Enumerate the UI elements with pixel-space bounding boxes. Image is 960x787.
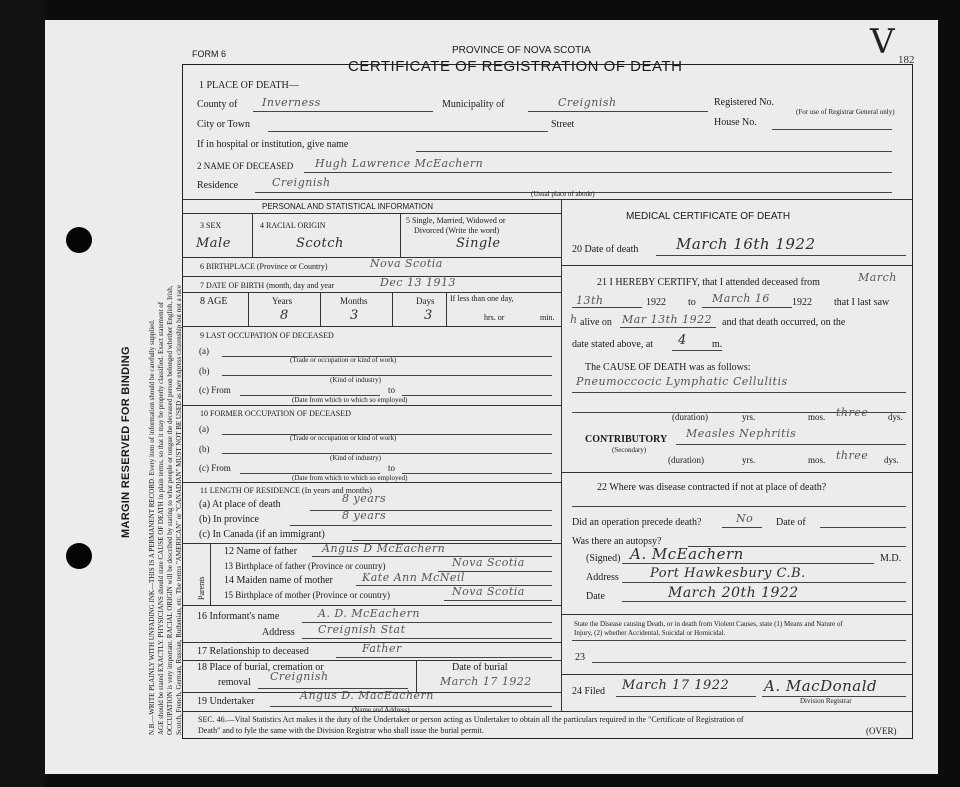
cause-value: Pneumoccocic Lymphatic Cellulitis <box>576 375 788 388</box>
province-heading: PROVINCE OF NOVA SCOTIA <box>452 45 591 56</box>
in-province-value: 8 years <box>342 509 387 522</box>
medical-heading: MEDICAL CERTIFICATE OF DEATH <box>626 211 791 222</box>
certify-to-date: March 16 <box>712 292 770 305</box>
dob-value: Dec 13 1913 <box>380 276 456 289</box>
at-place-label: (a) At place of death <box>199 499 281 510</box>
where-contracted-label: 22 Where was disease contracted if not at place of death? <box>597 482 827 493</box>
md-label: M.D. <box>880 553 902 564</box>
certify-from-day: 13th <box>576 294 604 307</box>
occ10-to: to <box>388 463 396 473</box>
occ9-date-note: (Date from which to which so employed) <box>292 396 408 404</box>
informant-address-label: Address <box>262 627 295 638</box>
physician-date-label: Date <box>586 591 605 602</box>
division-registrar-label: Division Registrar <box>800 697 852 705</box>
father-name-label: 12 Name of father <box>224 546 298 557</box>
physician-address-label: Address <box>586 572 619 583</box>
municipality-value: Creignish <box>558 96 617 109</box>
physician-date-value: March 20th 1922 <box>668 585 799 601</box>
mother-birthplace-label: 15 Birthplace of mother (Province or country) <box>224 590 390 600</box>
alive-prefix: h <box>570 313 578 326</box>
page-number: 182 <box>898 54 915 66</box>
abode-note: (Usual place of abode) <box>531 190 595 198</box>
birthplace-label: 6 BIRTHPLACE (Province or Country) <box>200 262 328 271</box>
months-label: Months <box>340 296 368 306</box>
contrib-mos-label: mos. <box>808 455 826 465</box>
residence-value: Creignish <box>272 176 331 189</box>
cause-dys-label: dys. <box>888 412 903 422</box>
cause-days-value: three <box>836 406 869 419</box>
time-unit: m. <box>712 339 723 350</box>
scan-edge <box>0 0 45 787</box>
cause-label: The CAUSE OF DEATH was as follows: <box>585 362 751 373</box>
occ10-b: (b) <box>199 444 210 454</box>
days-label: Days <box>416 296 435 306</box>
sex-label: 3 SEX <box>200 221 222 230</box>
undertaker-label: 19 Undertaker <box>197 696 255 707</box>
father-name-value: Angus D McEachern <box>322 542 446 555</box>
occ9-b: (b) <box>199 366 210 376</box>
parents-label: Parents <box>197 576 206 600</box>
relationship-label: 17 Relationship to deceased <box>197 646 309 657</box>
mother-birthplace-value: Nova Scotia <box>452 585 525 598</box>
occ9-a: (a) <box>199 346 209 356</box>
certify-to-label: to <box>688 297 696 308</box>
date-of-death-value: March 16th 1922 <box>676 235 816 253</box>
city-label: City or Town <box>197 119 251 130</box>
alive-on-value: Mar 13th 1922 <box>622 313 713 326</box>
contrib-days-value: three <box>836 449 869 462</box>
hrs-label: hrs. or <box>484 313 505 322</box>
place-heading: 1 PLACE OF DEATH— <box>199 80 299 91</box>
binding-hole-bottom <box>66 543 92 569</box>
item-23-label: 23 <box>575 652 585 663</box>
sex-value: Male <box>196 236 231 251</box>
cause-duration-label: (duration) <box>672 412 708 422</box>
footer-line-2: Death" and to fyle the same with the Division Registrar who shall issue the burial permit. <box>198 726 484 735</box>
burial-date-value: March 17 1922 <box>440 675 532 688</box>
violence-note-b: Injury, (2) whether Accidental, Suicidal or Homicidal. <box>574 629 726 637</box>
certify-from-year: 1922 <box>646 297 666 308</box>
margin-note-2: AGE should be stated EXACTLY. PHYSICIANS should state CAUSE OF DEATH in plain terms, so that it may be properly classified. Exact statement of <box>157 301 165 735</box>
years-label: Years <box>272 296 293 306</box>
in-canada-label: (c) In Canada (if an immigrant) <box>199 529 325 540</box>
contributory-value: Measles Nephritis <box>686 427 797 440</box>
father-birthplace-value: Nova Scotia <box>452 556 525 569</box>
former-occupation-label: 10 FORMER OCCUPATION OF DECEASED <box>200 409 351 418</box>
autopsy-label: Was there an autopsy? <box>572 536 662 547</box>
at-place-value: 8 years <box>342 492 387 505</box>
signed-label: (Signed) <box>586 553 621 564</box>
margin-note-3: OCCUPATION is very important. RACIAL ORIGIN will be described by stating to what people or tongue the deceased person belonged whether English, Irish, <box>166 285 174 735</box>
physician-address-value: Port Hawkesbury C.B. <box>650 566 806 581</box>
min-label: min. <box>540 313 555 322</box>
mother-name-label: 14 Maiden name of mother <box>224 575 333 586</box>
operation-date-label: Date of <box>776 517 806 528</box>
months-value: 3 <box>350 308 359 323</box>
days-value: 3 <box>424 308 433 323</box>
margin-reserved-label: MARGIN RESERVED FOR BINDING <box>120 346 132 538</box>
street-label: Street <box>551 119 575 130</box>
burial-label-a: 18 Place of burial, cremation or <box>197 662 324 673</box>
alive-on-label: alive on <box>580 317 612 328</box>
mother-name-value: Kate Ann McNeil <box>362 571 465 584</box>
filed-label: 24 Filed <box>572 686 606 697</box>
registrar-note: (For use of Registrar General only) <box>796 108 895 116</box>
county-label: County of <box>197 99 238 110</box>
cause-yrs-label: yrs. <box>742 412 756 422</box>
birthplace-value: Nova Scotia <box>370 257 443 270</box>
hospital-label: If in hospital or institution, give name <box>197 139 349 150</box>
last-occupation-label: 9 LAST OCCUPATION OF DECEASED <box>200 331 334 340</box>
marital-value: Single <box>456 236 501 251</box>
informant-label: 16 Informant's name <box>197 611 280 622</box>
occ9-to: to <box>388 385 396 395</box>
father-birthplace-label: 13 Birthplace of father (Province or country) <box>224 561 386 571</box>
racial-value: Scotch <box>296 236 344 251</box>
contrib-dys-label: dys. <box>884 455 899 465</box>
less-than-day-label: If less than one day, <box>450 294 514 303</box>
residence-label: Residence <box>197 180 239 191</box>
registered-no-label: Registered No. <box>714 97 774 108</box>
racial-label: 4 RACIAL ORIGIN <box>260 221 326 230</box>
certify-to-year: 1922 <box>792 297 812 308</box>
check-stamp: V <box>870 22 895 62</box>
occ10-date-note: (Date from which to which so employed) <box>292 474 408 482</box>
marital-label-b: Divorced (Write the word) <box>414 226 500 235</box>
burial-label-b: removal <box>218 677 251 688</box>
registrar-signature: A. MacDonald <box>764 677 878 695</box>
municipality-label: Municipality of <box>442 99 505 110</box>
operation-value: No <box>736 512 754 525</box>
filed-value: March 17 1922 <box>622 678 730 693</box>
date-of-death-label: 20 Date of death <box>572 244 639 255</box>
informant-value: A. D. McEachern <box>318 607 420 620</box>
secondary-note: (Secondary) <box>612 446 647 454</box>
date-stated-label: date stated above, at <box>572 339 654 350</box>
certify-from-month: March <box>858 271 897 284</box>
burial-date-label: Date of burial <box>452 662 508 673</box>
contributory-label: CONTRIBUTORY <box>585 434 668 445</box>
signed-value: A. McEachern <box>630 545 744 563</box>
contrib-duration-label: (duration) <box>668 455 704 465</box>
burial-value: Creignish <box>270 670 329 683</box>
informant-address-value: Creignish Stat <box>318 623 406 636</box>
undertaker-value: Angus D. MacEachern <box>300 689 434 702</box>
residence-length-label: 11 LENGTH OF RESIDENCE (In years and months) <box>200 486 372 495</box>
years-value: 8 <box>280 308 289 323</box>
occ9-industry-note: (Kind of industry) <box>330 376 381 384</box>
time-of-death: 4 <box>678 333 687 348</box>
certificate-title: CERTIFICATE OF REGISTRATION OF DEATH <box>348 58 683 75</box>
violence-note-a: State the Disease causing Death, or in death from Violent Causes, state (1) Means and Nature of <box>574 620 843 628</box>
contrib-yrs-label: yrs. <box>742 455 756 465</box>
form-number: FORM 6 <box>192 49 227 59</box>
last-saw-label: that I last saw <box>834 297 890 308</box>
cause-mos-label: mos. <box>808 412 826 422</box>
county-value: Inverness <box>262 96 321 109</box>
occ10-industry-note: (Kind of industry) <box>330 454 381 462</box>
deceased-name-label: 2 NAME OF DECEASED <box>197 161 294 171</box>
undertaker-note: (Name and Address) <box>352 706 410 714</box>
footer-over: (OVER) <box>866 726 897 736</box>
occ10-a: (a) <box>199 424 209 434</box>
occ9-trade-note: (Trade or occupation or kind of work) <box>290 356 397 364</box>
deceased-name-value: Hugh Lawrence McEachern <box>315 157 484 170</box>
binding-hole-top <box>66 227 92 253</box>
house-no-label: House No. <box>714 117 757 128</box>
marital-label-a: 5 Single, Married, Widowed or <box>406 216 506 225</box>
occ9-from: (c) From <box>199 385 231 395</box>
personal-heading: PERSONAL AND STATISTICAL INFORMATION <box>262 202 433 211</box>
certify-label: 21 I HEREBY CERTIFY, that I attended deceased from <box>597 277 820 288</box>
footer-line-1: SEC. 46.—Vital Statistics Act makes it the duty of the Undertaker or person acting as Undertaker to obtain all the particulars required in the "Certificate of Registration of <box>198 715 744 724</box>
occ10-trade-note: (Trade or occupation or kind of work) <box>290 434 397 442</box>
dob-label: 7 DATE OF BIRTH (month, day and year <box>200 281 335 290</box>
age-label: 8 AGE <box>200 296 228 307</box>
occ10-from: (c) From <box>199 463 231 473</box>
relationship-value: Father <box>362 642 402 655</box>
operation-label: Did an operation precede death? <box>572 517 702 528</box>
in-province-label: (b) In province <box>199 514 259 525</box>
death-occurred-label: and that death occurred, on the <box>722 317 846 328</box>
margin-note-1: N.B.—WRITE PLAINLY WITH UNFADING INK—THIS IS A PERMANENT RECORD. Every item of information should be carefully supplied. <box>148 319 156 735</box>
margin-note-4: Scotch, French, German, Russian, Ruthenian, etc. The terms "AMERICAN" or "CANADIAN" MUST NOT BE USED as they express citizenship but not a race <box>175 284 183 735</box>
